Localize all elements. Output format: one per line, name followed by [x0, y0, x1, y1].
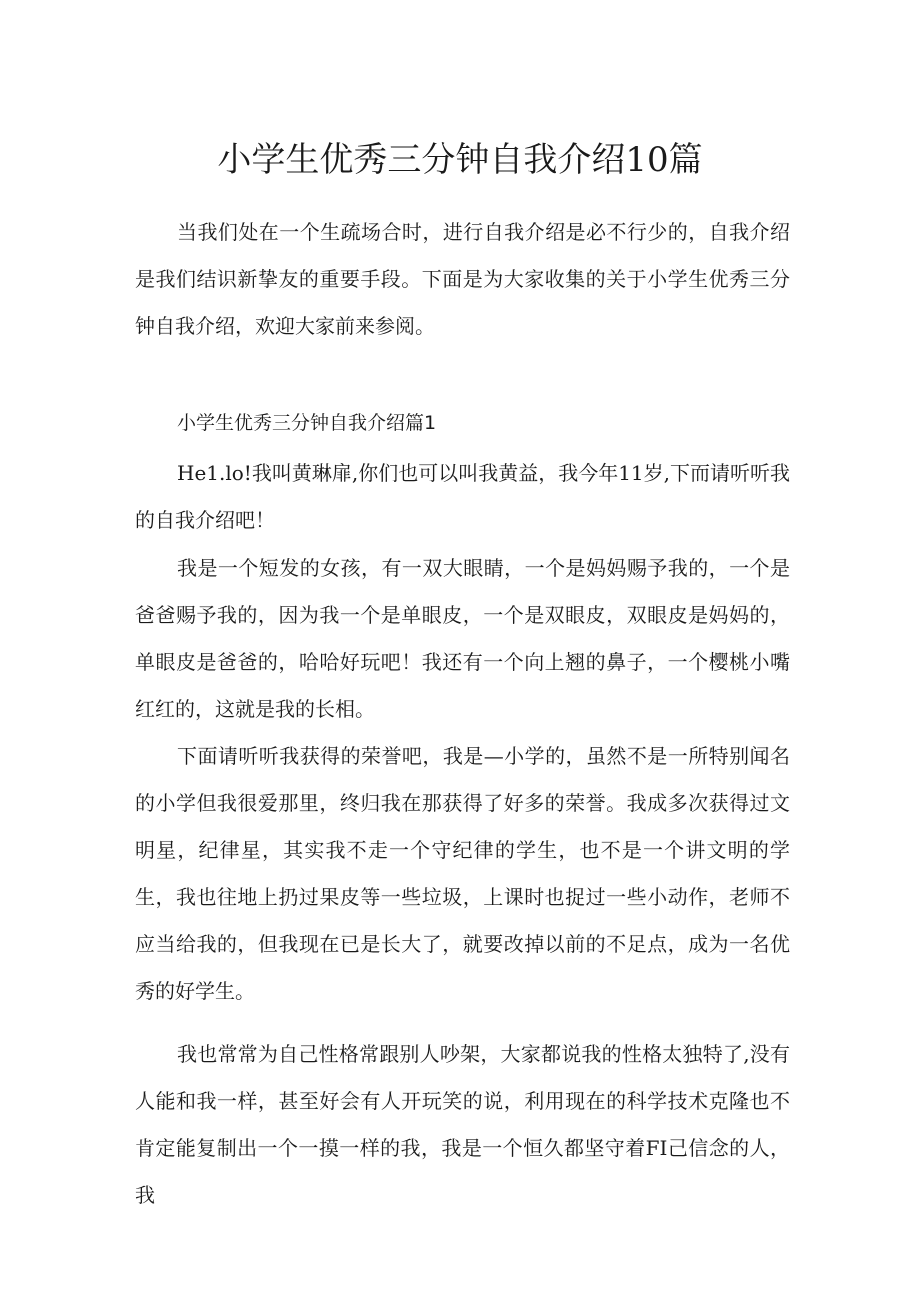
body-paragraph: 下面请听听我获得的荣誉吧，我是—小学的，虽然不是一所特别闻名的小学但我很爱那里，终归我在那获得了好多的荣誉。我成多次获得过文明星，纪律星，其实我不走一个守纪律的学生，也不是一个讲文明的学生，我也往地上扔过果皮等一些垃圾，上课时也捉过一些小动作，老师不应当给我的，但我现在已是长大了，就要改掉以前的不足点，成为一名优秀的好学生。: [135, 744, 790, 1003]
body-paragraph: 我也常常为自己性格常跟别人吵架，大家都说我的性格太独特了,没有人能和我一样，甚至好会有人开玩笑的说，利用现在的科学技术克隆也不肯定能复制出一个一摸一样的我，我是一个恒久都坚守着FI己信念的人，我: [135, 1042, 790, 1207]
section-heading: 小学生优秀三分钟自我介绍篇1: [177, 412, 437, 434]
body-paragraph: He1.lo!我叫黄琳扉,你们也可以叫我黄益，我今年11岁,下而请听听我的自我介绍吧！: [135, 461, 790, 532]
page-title: 小学生优秀三分钟自我介绍10篇: [217, 140, 703, 180]
intro-paragraph: 当我们处在一个生疏场合时，进行自我介绍是必不行少的，自我介绍是我们结识新挚友的重要手段。下面是为大家收集的关于小学生优秀三分钟自我介绍，欢迎大家前来参阅。: [135, 220, 790, 338]
body-paragraph: 我是一个短发的女孩，有一双大眼睛，一个是妈妈赐予我的，一个是爸爸赐予我的，因为我一个是单眼皮，一个是双眼皮，双眼皮是妈妈的，单眼皮是爸爸的，哈哈好玩吧！我还有一个向上翘的鼻子，一个樱桃小嘴红红的，这就是我的长相。: [135, 556, 790, 721]
